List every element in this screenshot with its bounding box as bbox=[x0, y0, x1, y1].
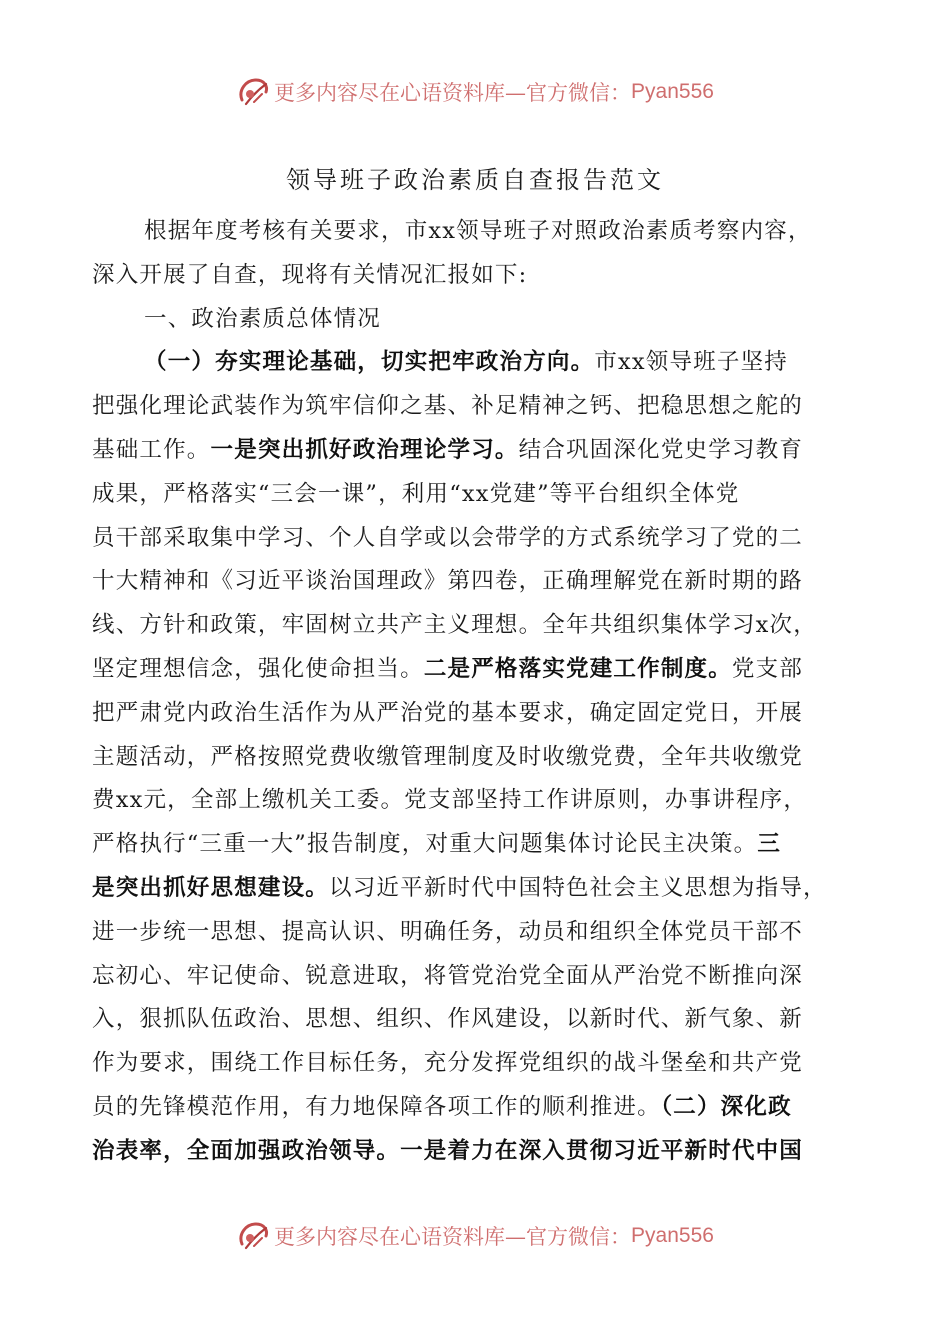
header-watermark-banner bbox=[0, 72, 950, 112]
paragraph-line bbox=[92, 385, 862, 429]
body-text: 深入开展了自查，现将有关情况汇报如下: bbox=[92, 261, 528, 288]
body-text: 费xx元，全部上缴机关工委。党支部坚持工作讲原则，办事讲程序， bbox=[92, 787, 808, 814]
body-text: 员的先锋模范作用，有力地保障各项工作的顺利推进。 bbox=[92, 1093, 661, 1120]
body-text: 进一步统一思想、提高认识、明确任务，动员和组织全体党员干部不 bbox=[92, 918, 804, 945]
body-text: 党支部 bbox=[731, 655, 804, 682]
paragraph-line bbox=[92, 210, 862, 254]
body-text: 严格执行“三重一大”报告制度，对重大问题集体讨论民主决策。 bbox=[92, 831, 758, 858]
body-text: 主题活动，严格按照党费收缴管理制度及时收缴党费，全年共收缴党 bbox=[92, 743, 804, 770]
paragraph-line bbox=[92, 955, 862, 999]
paragraph-line bbox=[92, 254, 862, 298]
paragraph-line bbox=[92, 298, 862, 342]
brush-logo-icon bbox=[236, 1218, 272, 1254]
paragraph-line bbox=[92, 341, 862, 385]
brush-logo-icon bbox=[236, 74, 272, 110]
paragraph-line bbox=[92, 560, 862, 604]
body-text: 十大精神和《习近平谈治国理政》第四卷，正确理解党在新时期的路 bbox=[92, 568, 804, 595]
bold-heading-text: （一）夯实理论基础，切实把牢政治方向。 bbox=[144, 349, 595, 376]
watermark-wechat-id: Pyan556 bbox=[631, 1224, 714, 1247]
body-text: 根据年度考核有关要求，市xx领导班子对照政治素质考察内容， bbox=[144, 218, 812, 244]
paragraph-line bbox=[92, 1130, 862, 1174]
body-text: 以习近平新时代中国特色社会主义思想为指导， bbox=[329, 874, 827, 901]
paragraph-line bbox=[92, 429, 862, 473]
paragraph-line bbox=[92, 867, 862, 911]
watermark-text: 更多内容尽在心语资料库—官方微信： bbox=[274, 1225, 632, 1249]
watermark-wechat-id: Pyan556 bbox=[631, 80, 714, 103]
bold-heading-text: 二是严格落实党建工作制度。 bbox=[423, 655, 732, 682]
paragraph-line bbox=[92, 692, 862, 736]
body-text: 线、方针和政策，牢固树立共产主义理想。全年共组织集体学习x次， bbox=[92, 612, 817, 639]
paragraph-line bbox=[92, 517, 862, 561]
body-text: 成果，严格落实“三会一课”，利用“xx党建”等平台组织全体党 bbox=[92, 480, 740, 507]
body-text: 结合巩固深化党史学习教育 bbox=[518, 436, 804, 463]
paragraph-line bbox=[92, 604, 862, 648]
watermark-text: 更多内容尽在心语资料库—官方微信： bbox=[274, 81, 632, 105]
body-text: 坚定理想信念，强化使命担当。 bbox=[92, 655, 424, 682]
body-text: 基础工作。 bbox=[92, 436, 211, 463]
paragraph-line bbox=[92, 1086, 862, 1130]
body-text: 把强化理论武装作为筑牢信仰之基、补足精神之钙、把稳思想之舵的 bbox=[92, 393, 804, 420]
paragraph-line bbox=[92, 998, 862, 1042]
bold-heading-text: 一是突出抓好政治理论学习。 bbox=[210, 436, 519, 463]
paragraph-line bbox=[92, 911, 862, 955]
paragraph-line bbox=[92, 648, 862, 692]
document-title: 领导班子政治素质自查报告范文 bbox=[286, 166, 664, 194]
paragraph-line bbox=[92, 473, 862, 517]
paragraph-line bbox=[92, 1042, 862, 1086]
bold-heading-text: 是突出抓好思想建设。 bbox=[92, 874, 330, 901]
bold-heading-text: 治表率，全面加强政治领导。一是着力在深入贯彻习近平新时代中国 bbox=[92, 1137, 804, 1164]
paragraph-line bbox=[92, 736, 862, 780]
paragraph-line bbox=[92, 779, 862, 823]
document-body bbox=[92, 210, 862, 1174]
body-text: 一、政治素质总体情况 bbox=[144, 305, 382, 332]
bold-heading-text: 三 bbox=[757, 831, 782, 858]
paragraph-line bbox=[92, 823, 862, 867]
bold-heading-text: （二）深化政 bbox=[660, 1093, 792, 1120]
body-text: 作为要求，围绕工作目标任务，充分发挥党组织的战斗堡垒和共产党 bbox=[92, 1050, 804, 1077]
body-text: 员干部采取集中学习、个人自学或以会带学的方式系统学习了党的二 bbox=[92, 524, 804, 551]
body-text: 把严肃党内政治生活作为从严治党的基本要求，确定固定党日，开展 bbox=[92, 699, 804, 726]
body-text: 忘初心、牢记使命、锐意进取，将管党治党全面从严治党不断推向深 bbox=[92, 962, 804, 989]
footer-watermark-banner bbox=[0, 1216, 950, 1256]
body-text: 市xx领导班子坚持 bbox=[594, 349, 788, 376]
body-text: 入，狠抓队伍政治、思想、组织、作风建设，以新时代、新气象、新 bbox=[92, 1006, 804, 1033]
